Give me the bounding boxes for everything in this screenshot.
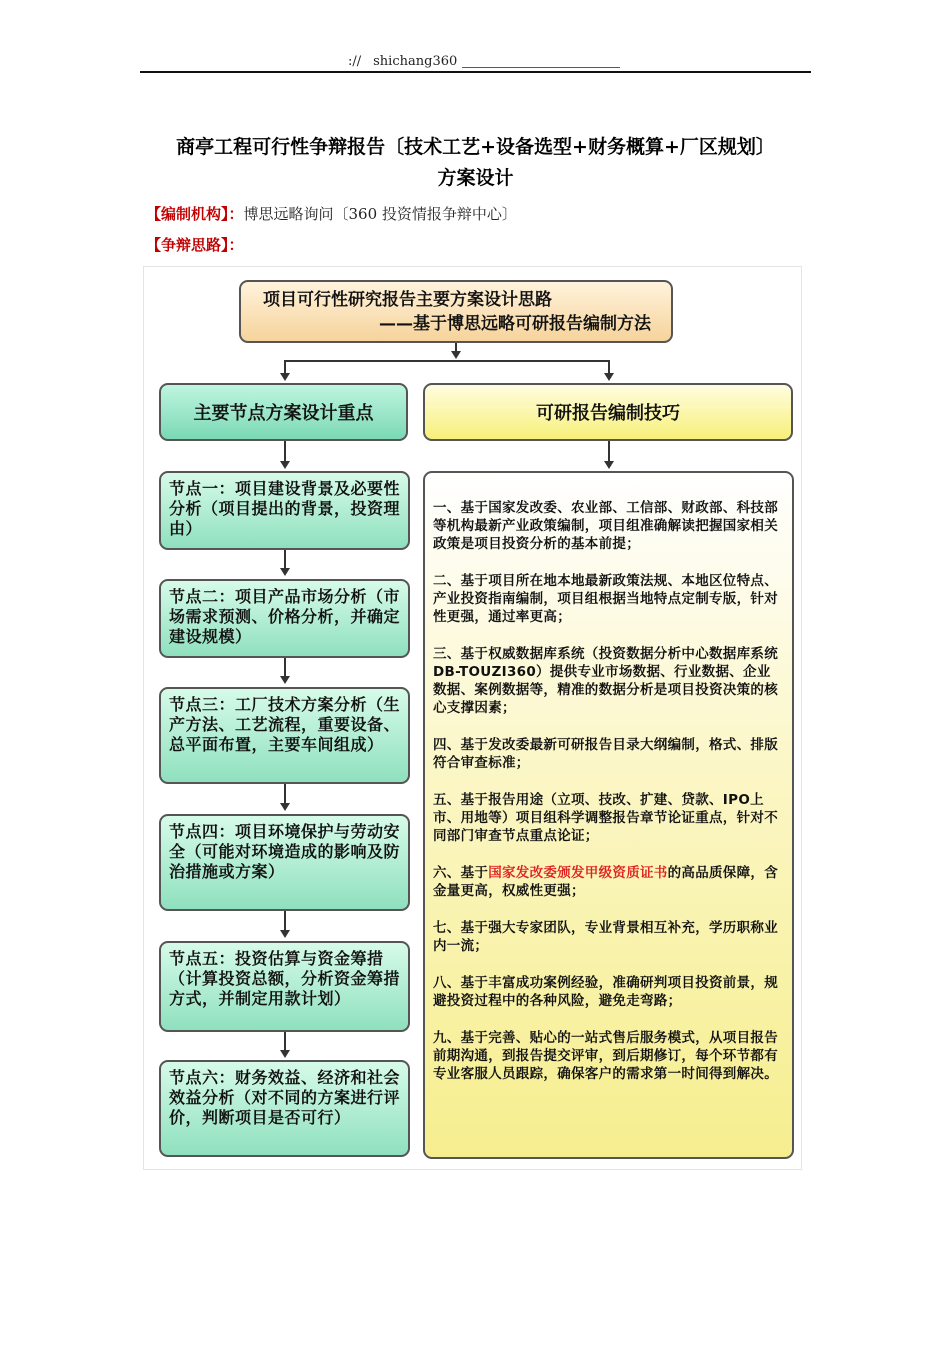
arrow-head — [280, 930, 290, 938]
title-line-2: 方案设计 — [437, 167, 514, 189]
arrow-head — [604, 461, 614, 469]
header-url[interactable] — [348, 54, 457, 69]
connector — [284, 1032, 286, 1052]
tip-item: 二、基于项目所在地本地最新政策法规、本地区位特点、产业投资指南编制，项目组根据当地特点定制专版，针对性更强，通过率更高； — [433, 573, 778, 625]
left-header-label: 主要节点方案设计重点 — [193, 403, 374, 424]
left-header-box — [159, 383, 408, 441]
connector — [284, 658, 286, 678]
tip-item: 五、基于报告用途（立项、技改、扩建、贷款、IPO上市、用地等）项目组科学调整报告章节论证重点，针对不同部门审查节点重点论证； — [433, 792, 778, 844]
node-6: 节点六：财务效益、经济和社会效益分析（对不同的方案进行评价，判断项目是否可行） — [159, 1060, 410, 1157]
arrow-head — [280, 1050, 290, 1058]
flow-diagram — [143, 266, 802, 1170]
url-domain[interactable]: shichang360 — [373, 54, 458, 69]
diagram-top-box — [239, 280, 673, 343]
arrow-head — [280, 803, 290, 811]
node-5: 节点五：投资估算与资金筹措（计算投资总额，分析资金筹措方式，并制定用款计划） — [159, 941, 410, 1032]
connector — [284, 360, 610, 362]
org-label: 【编制机构】： — [146, 205, 244, 223]
connector — [284, 550, 286, 570]
tip6-suffix: 的高品质保障，含金量更高，权威性更强； — [433, 865, 779, 899]
tip-item-6 — [433, 864, 784, 900]
arrow-head — [280, 373, 290, 381]
tip6-highlight: 国家发改委颁发甲级资质证书 — [488, 865, 668, 881]
node-3: 节点三：工厂技术方案分析（生产方法、工艺流程，重要设备、总平面布置，主要车间组成） — [159, 687, 410, 784]
org-line — [146, 203, 517, 224]
tip-item: 七、基于强大专家团队，专业背景相互补充，学历职称业内一流； — [433, 920, 778, 954]
tips-box — [423, 471, 794, 1159]
tip6-prefix: 六、基于 — [433, 865, 489, 881]
idea-line — [146, 234, 244, 255]
right-header-box — [423, 383, 793, 441]
tip-item: 九、基于完善、贴心的一站式售后服务模式，从项目报告前期沟通，到报告提交评审，到后期修订，每个环节都有专业客服人员跟踪，确保客户的需求第一时间得到解决。 — [433, 1030, 778, 1082]
arrow-head — [280, 676, 290, 684]
connector — [284, 911, 286, 932]
tip-item: 四、基于发改委最新可研报告目录大纲编制，格式、排版符合审查标准； — [433, 737, 778, 771]
arrow-head — [280, 568, 290, 576]
connector — [284, 441, 286, 463]
node-2: 节点二：项目产品市场分析（市场需求预测、价格分析，并确定建设规模） — [159, 579, 410, 658]
org-value: 博思远略询问〔360 投资情报争辩中心〕 — [243, 205, 517, 223]
document-title — [140, 132, 811, 194]
arrow-head — [280, 461, 290, 469]
node-1: 节点一：项目建设背景及必要性分析（项目提出的背景，投资理由） — [159, 471, 410, 550]
header-rule — [140, 71, 811, 73]
connector — [608, 441, 610, 463]
tip-item: 三、基于权威数据库系统（投资数据分析中心数据库系统DB-TOUZI360）提供专业市场数据、行业数据、企业数据、案例数据等，精准的数据分析是项目投资决策的核心支撑因素； — [433, 646, 778, 716]
connector — [284, 784, 286, 805]
tip-item: 八、基于丰富成功案例经验，准确研判项目投资前景，规避投资过程中的各种风险，避免走弯路； — [433, 975, 778, 1009]
node-4: 节点四：项目环境保护与劳动安全（可能对环境造成的影响及防治措施或方案） — [159, 814, 410, 911]
top-box-line-1: 项目可行性研究报告主要方案设计思路 — [263, 290, 552, 310]
tip-item: 一、基于国家发改委、农业部、工信部、财政部、科技部等机构最新产业政策编制，项目组准确解读把握国家相关政策是项目投资分析的基本前提； — [433, 500, 778, 552]
top-box-line-2: ——基于博思远略可研报告编制方法 — [379, 314, 651, 334]
right-header-label: 可研报告编制技巧 — [536, 403, 680, 424]
arrow-head — [604, 373, 614, 381]
url-underline — [462, 67, 620, 68]
title-line-1: 商亭工程可行性争辩报告〔技术工艺+设备选型+财务概算+厂区规划〕 — [176, 136, 775, 158]
arrow-head — [451, 351, 461, 359]
idea-label: 【争辩思路】： — [146, 236, 244, 254]
url-prefix: :// — [348, 54, 362, 69]
